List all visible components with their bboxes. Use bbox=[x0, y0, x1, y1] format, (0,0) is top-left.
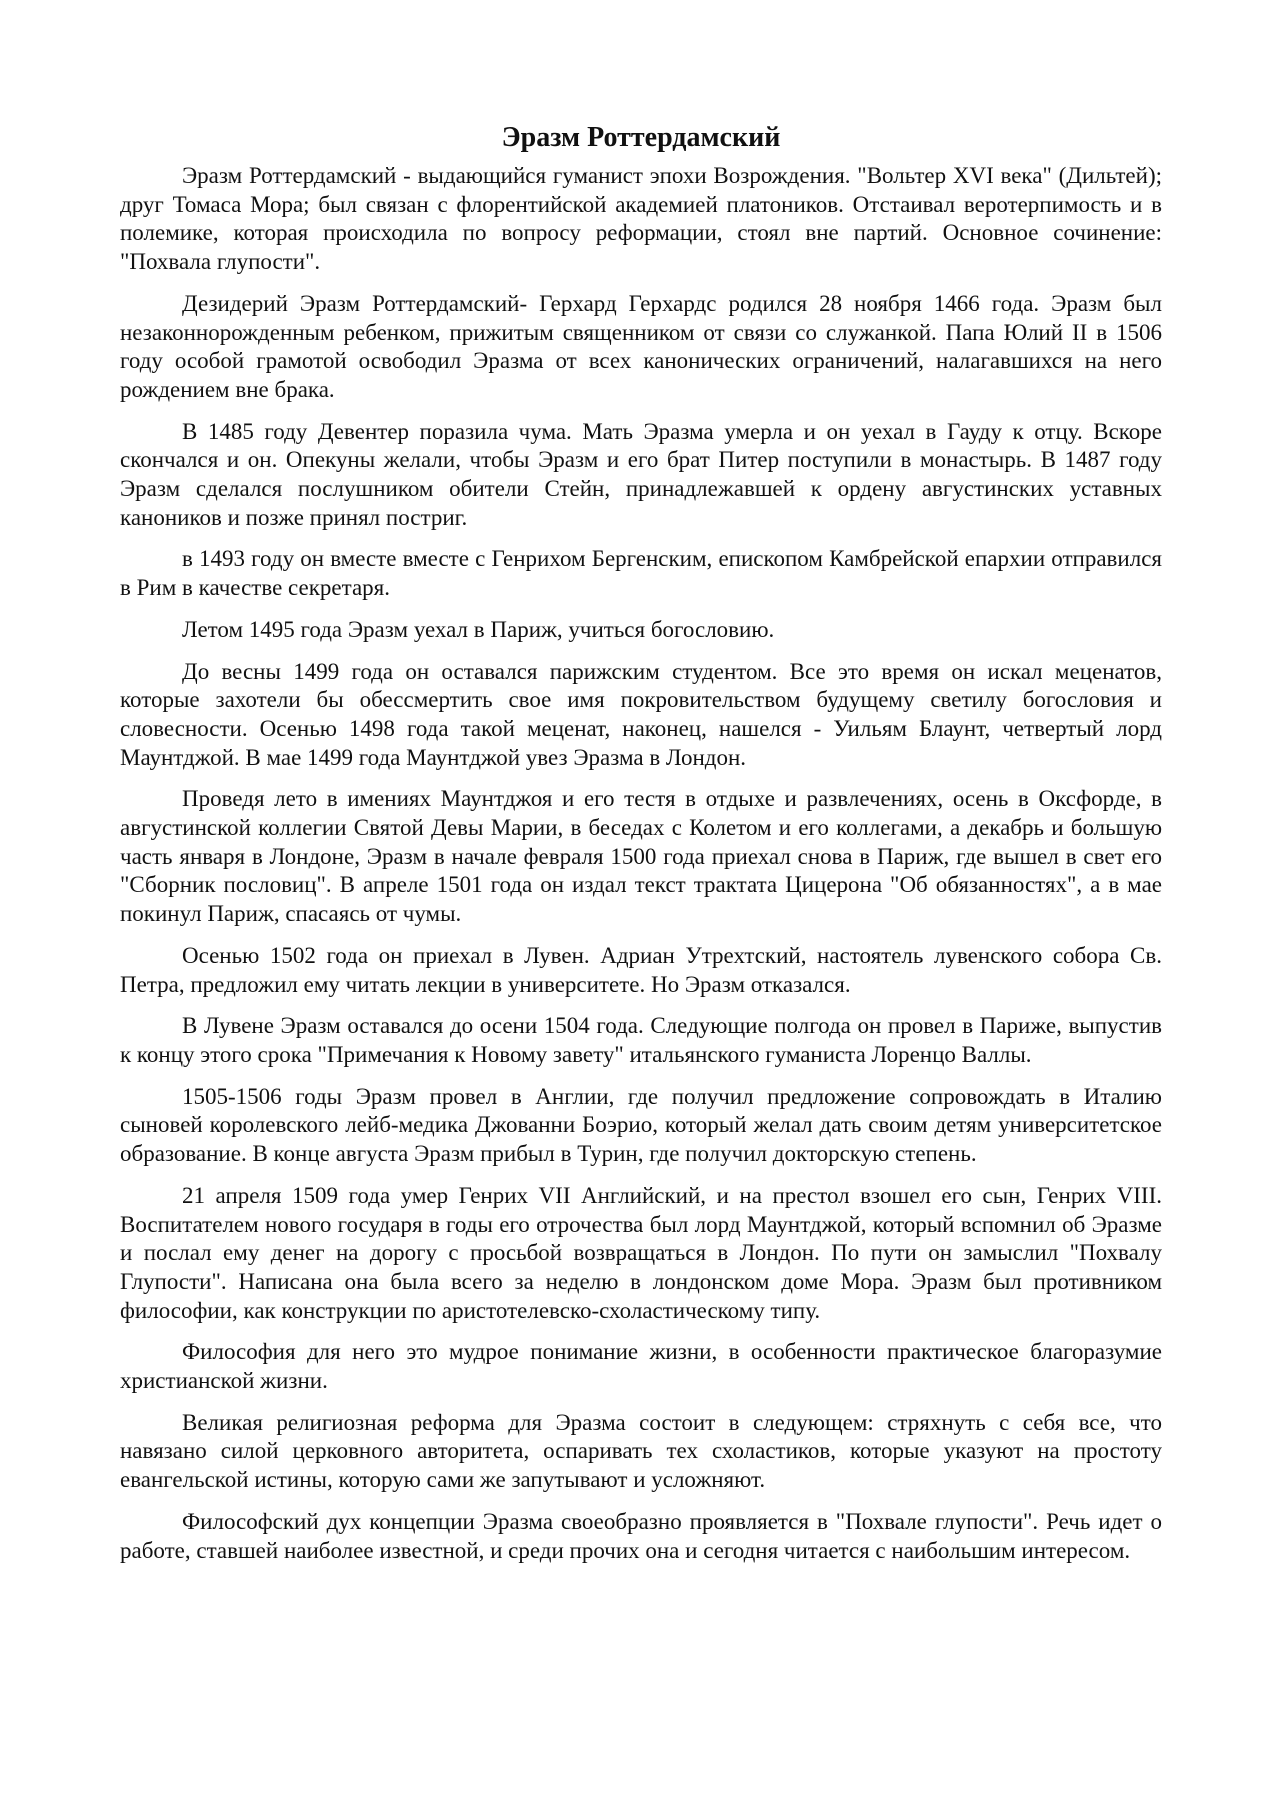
paragraph: В Лувене Эразм оставался до осени 1504 года. Следующие полгода он провел в Париже, выпустив к концу этого срока "Примечания к Новому завету" итальянского гуманиста Лоренцо Валлы. bbox=[120, 1013, 1162, 1067]
paragraph: Летом 1495 года Эразм уехал в Париж, учиться богословию. bbox=[182, 616, 775, 642]
paragraph: Великая религиозная реформа для Эразма состоит в следующем: стряхнуть с себя все, что навязано силой церковного авторитета, оспаривать тех схоластиков, которые указуют на простоту евангельской истины, которую сами же запутывают и усложняют. bbox=[120, 1409, 1162, 1493]
paragraph: Осенью 1502 года он приехал в Лувен. Адриан Утрехтский, настоятель лувенского собора Св. Петра, предложил ему читать лекции в университете. Но Эразм отказался. bbox=[120, 942, 1162, 997]
paragraph: в 1493 году он вместе вместе с Генрихом Бергенским, епископом Камбрейской епархии отправился в Рим в качестве секретаря. bbox=[120, 546, 1162, 601]
paragraph: 1505-1506 годы Эразм провел в Англии, где получил предложение сопровождать в Италию сыновей королевского лейб-медика Джованни Боэрио, который желал дать своим детям университетское образование. В конце августа Эразм прибыл в Турин, где получил докторскую степень. bbox=[120, 1083, 1162, 1167]
document-page bbox=[120, 120, 1162, 1578]
document-title: Эразм Роттердамский bbox=[501, 122, 781, 153]
paragraph: 21 апреля 1509 года умер Генрих VII Английский, и на престол взошел его сын, Генрих VIII. Воспитателем нового государя в годы его отрочества был лорд Маунтджой, который вспомнил об Эразме и послал ему денег на дорогу с просьбой возвращаться в Лондон. По пути он замыслил "Похвалу Глупости". Написана она была всего за неделю в лондонском доме Мора. Эразм был противником философии, как конструкции по аристотелевско-схоластическому типу. bbox=[120, 1182, 1162, 1323]
paragraph: До весны 1499 года он оставался парижским студентом. Все это время он искал меценатов, которые захотели бы обессмертить свое имя покровительством будущему светилу богословия и словесности. Осенью 1498 года такой меценат, наконец, нашелся - Уильям Блаунт, четвертый лорд Маунтджой. В мае 1499 года Маунтджой увез Эразма в Лондон. bbox=[120, 658, 1162, 770]
paragraph: Философский дух концепции Эразма своеобразно проявляется в "Похвале глупости". Речь идет о работе, ставшей наиболее известной, и среди прочих она и сегодня читается с наибольшим интересом. bbox=[120, 1508, 1162, 1563]
paragraph: Эразм Роттердамский - выдающийся гуманист эпохи Возрождения. "Вольтер XVI века" (Дильтей); друг Томаса Мора; был связан с флорентийской академией платоников. Отстаивал веротерпимость и в полемике, которая происходила по вопросу реформации, стоял вне партий. Основное сочинение: "Похвала глупости". bbox=[120, 163, 1162, 275]
paragraph: Дезидерий Эразм Роттердамский- Герхард Герхардс родился 28 ноября 1466 года. Эразм был незаконнорожденным ребенком, прижитым священником от связи со служанкой. Папа Юлий II в 1506 году особой грамотой освободил Эразма от всех канонических ограничений, налагавшихся на него рождением вне брака. bbox=[120, 290, 1162, 402]
paragraph: В 1485 году Девентер поразила чума. Мать Эразма умерла и он уехал в Гауду к отцу. Вскоре скончался и он. Опекуны желали, чтобы Эразм и его брат Питер поступили в монастырь. В 1487 году Эразм сделался послушником обители Стейн, принадлежавшей к ордену августинских уставных каноников и позже принял постриг. bbox=[120, 418, 1162, 530]
paragraph: Философия для него это мудрое понимание жизни, в особенности практическое благоразумие христианской жизни. bbox=[120, 1339, 1162, 1394]
paragraph: Проведя лето в имениях Маунтджоя и его тестя в отдыхе и развлечениях, осень в Оксфорде, в августинской коллегии Святой Девы Марии, в беседах с Колетом и его коллегами, а декабрь и большую часть января в Лондоне, Эразм в начале февраля 1500 года приехал снова в Париж, где вышел в свет его "Сборник пословиц". В апреле 1501 года он издал текст трактата Цицерона "Об обязанностях", а в мае покинул Париж, спасаясь от чумы. bbox=[120, 786, 1162, 927]
